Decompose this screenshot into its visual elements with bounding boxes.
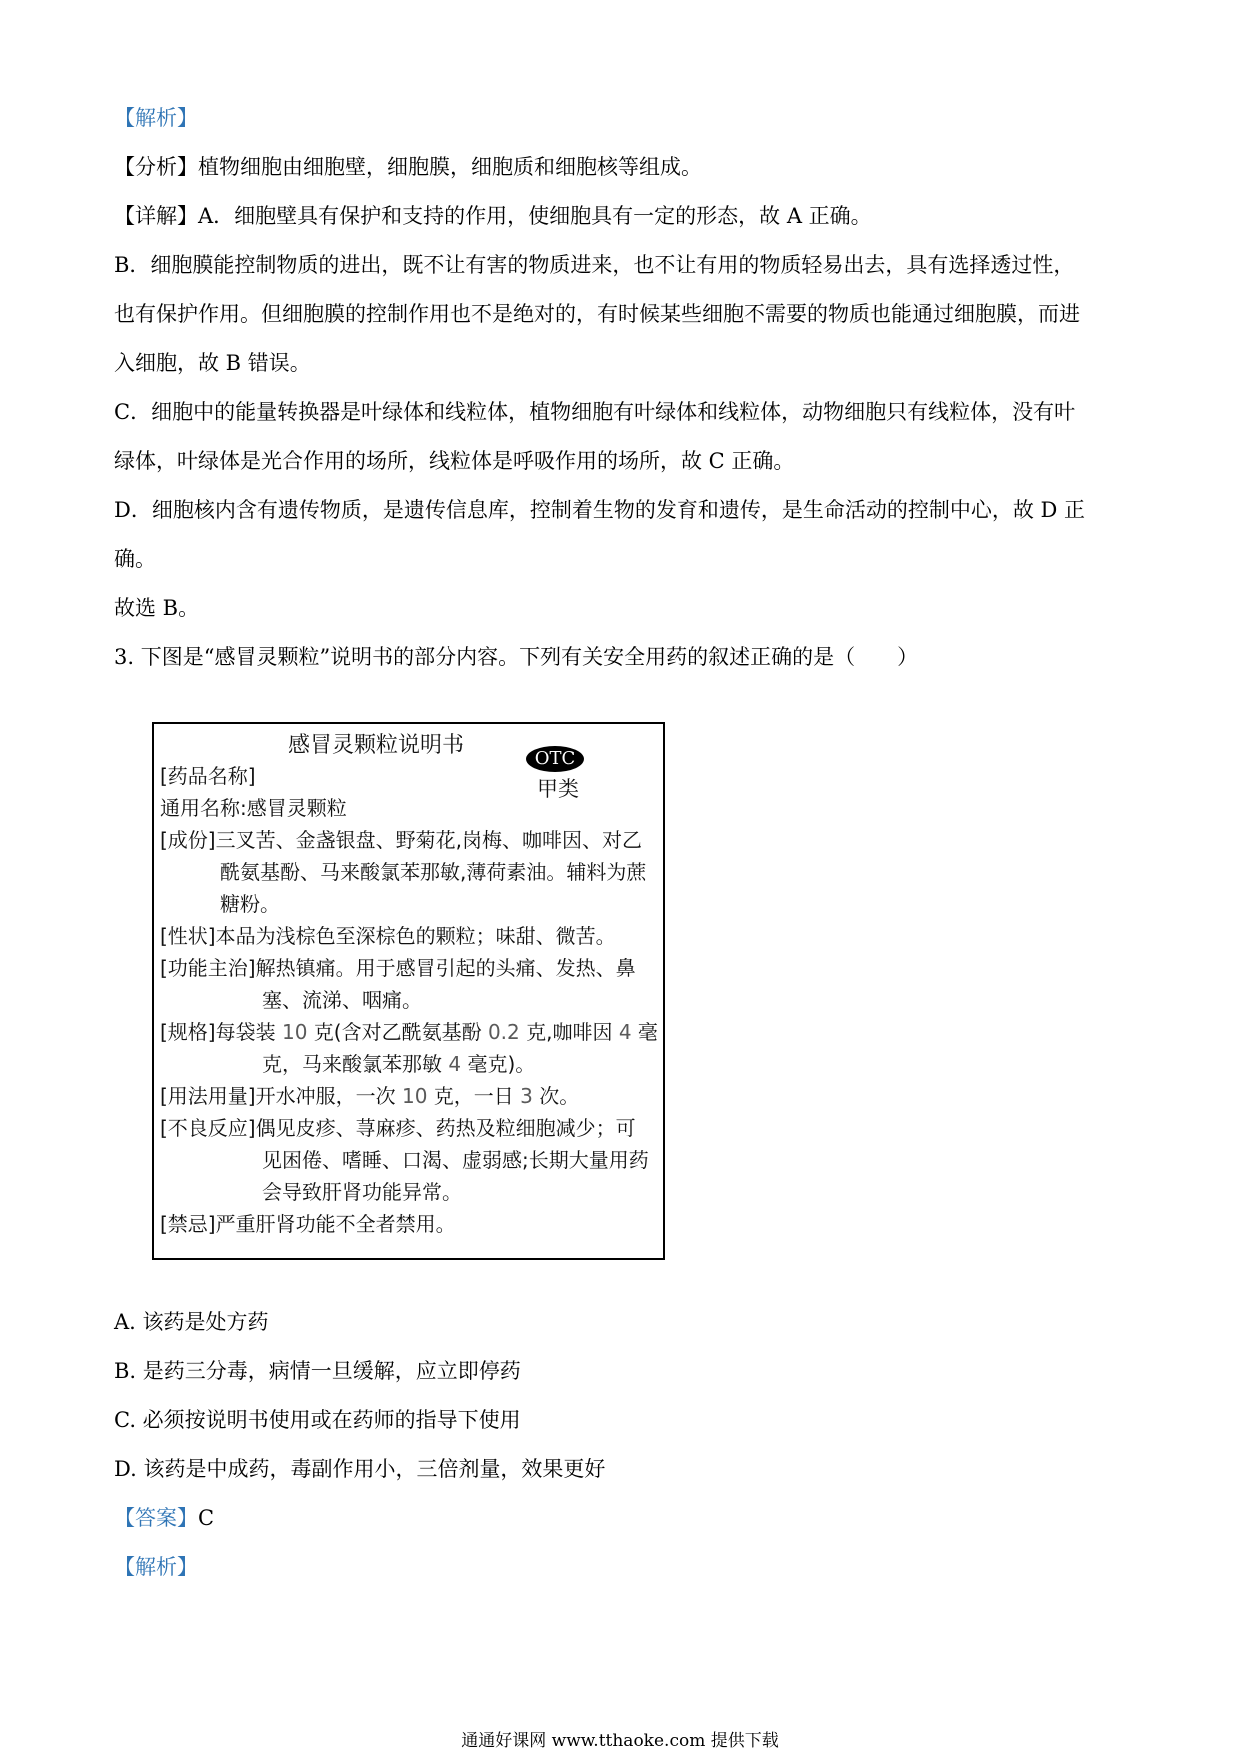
otc-class-label: 甲类 — [537, 777, 579, 801]
analysis-tag: 【分析】 — [114, 155, 198, 179]
spec-text: 毫 — [631, 1020, 658, 1044]
spec-number: 10 — [281, 1020, 308, 1044]
option-c-explanation-line-2: 绿体，叶绿体是光合作用的场所，线粒体是呼吸作用的场所，故 C 正确。 — [114, 449, 795, 473]
insert-spec-line-2 — [262, 1050, 535, 1078]
spec-text: 毫克)。 — [461, 1052, 536, 1076]
jiexi-heading: 【解析】 — [114, 106, 198, 130]
answer-line — [114, 1503, 214, 1533]
insert-ingredients-line-2: 酰氨基酚、马来酸氯苯那敏,薄荷素油。辅料为蔗 — [220, 860, 647, 884]
detail-text: A．细胞壁具有保护和支持的作用，使细胞具有一定的形态，故 A 正确。 — [198, 204, 872, 228]
spec-text: 克，马来酸氯苯那敏 — [262, 1052, 449, 1076]
usage-number: 10 — [401, 1084, 428, 1108]
insert-adverse-line-2: 见困倦、嗜睡、口渴、虚弱感;长期大量用药 — [262, 1148, 649, 1172]
insert-name-heading: [药品名称] — [160, 764, 256, 788]
answer-tag: 【答案】 — [114, 1506, 198, 1530]
spec-number: 0.2 — [487, 1020, 520, 1044]
spec-text: 克,咖啡因 — [519, 1020, 619, 1044]
insert-contraindications: [禁忌]严重肝肾功能不全者禁用。 — [160, 1212, 456, 1236]
analysis-line — [114, 152, 702, 182]
insert-indications-line-2: 塞、流涕、咽痛。 — [262, 988, 422, 1012]
spec-text: [规格]每袋装 — [160, 1020, 282, 1044]
insert-generic-name: 通用名称:感冒灵颗粒 — [160, 796, 347, 820]
spec-number: 4 — [448, 1052, 462, 1076]
page-footer: 通通好课网 www.tthaoke.com 提供下载 — [461, 1731, 779, 1751]
insert-adverse-line-3: 会导致肝肾功能异常。 — [262, 1180, 462, 1204]
option-d-explanation-line-2: 确。 — [114, 547, 156, 571]
detail-line — [114, 201, 872, 231]
jiexi-heading-2: 【解析】 — [114, 1555, 198, 1579]
option-c: C. 必须按说明书使用或在药师的指导下使用 — [114, 1408, 521, 1432]
answer-value: C — [198, 1506, 215, 1530]
usage-number: 3 — [520, 1084, 533, 1108]
usage-text: 克，一日 — [427, 1084, 521, 1108]
insert-spec-line-1 — [160, 1018, 658, 1046]
option-a: A. 该药是处方药 — [114, 1310, 269, 1334]
spec-number: 4 — [618, 1020, 632, 1044]
option-b-explanation-line-2: 也有保护作用。但细胞膜的控制作用也不是绝对的，有时候某些细胞不需要的物质也能通过细胞膜，而进 — [114, 302, 1080, 326]
option-d-explanation-line-1: D．细胞核内含有遗传物质，是遗传信息库，控制着生物的发育和遗传，是生命活动的控制中心，故 D 正 — [114, 498, 1086, 522]
analysis-text: 植物细胞由细胞壁，细胞膜，细胞质和细胞核等组成。 — [198, 155, 702, 179]
spec-text: 克(含对乙酰氨基酚 — [307, 1020, 488, 1044]
insert-adverse-line-1: [不良反应]偶见皮疹、荨麻疹、药热及粒细胞减少；可 — [160, 1116, 636, 1140]
detail-tag: 【详解】 — [114, 204, 198, 228]
question-3-stem: 3. 下图是“感冒灵颗粒”说明书的部分内容。下列有关安全用药的叙述正确的是（ ） — [114, 645, 919, 669]
insert-ingredients-line-1: [成份]三叉苦、金盏银盘、野菊花,岗梅、咖啡因、对乙 — [160, 828, 642, 852]
insert-title: 感冒灵颗粒说明书 — [288, 733, 465, 758]
option-d: D. 该药是中成药，毒副作用小，三倍剂量，效果更好 — [114, 1457, 606, 1481]
insert-indications-line-1: [功能主治]解热镇痛。用于感冒引起的头痛、发热、鼻 — [160, 956, 636, 980]
insert-ingredients-line-3: 糖粉。 — [220, 892, 280, 916]
insert-properties: [性状]本品为浅棕色至深棕色的颗粒；味甜、微苦。 — [160, 924, 616, 948]
option-b-explanation-line-3: 入细胞，故 B 错误。 — [114, 351, 311, 375]
option-c-explanation-line-1: C．细胞中的能量转换器是叶绿体和线粒体，植物细胞有叶绿体和线粒体，动物细胞只有线粒体，没有叶 — [114, 400, 1076, 424]
insert-usage — [160, 1082, 579, 1110]
drug-instruction-figure — [152, 722, 665, 1260]
conclusion-line: 故选 B。 — [114, 596, 200, 620]
otc-badge: OTC — [526, 746, 584, 772]
option-b-explanation-line-1: B．细胞膜能控制物质的进出，既不让有害的物质进来，也不让有用的物质轻易出去，具有选择透过性， — [114, 253, 1075, 277]
option-b: B. 是药三分毒，病情一旦缓解，应立即停药 — [114, 1359, 521, 1383]
usage-text: [用法用量]开水冲服，一次 — [160, 1084, 402, 1108]
usage-text: 次。 — [532, 1084, 580, 1108]
